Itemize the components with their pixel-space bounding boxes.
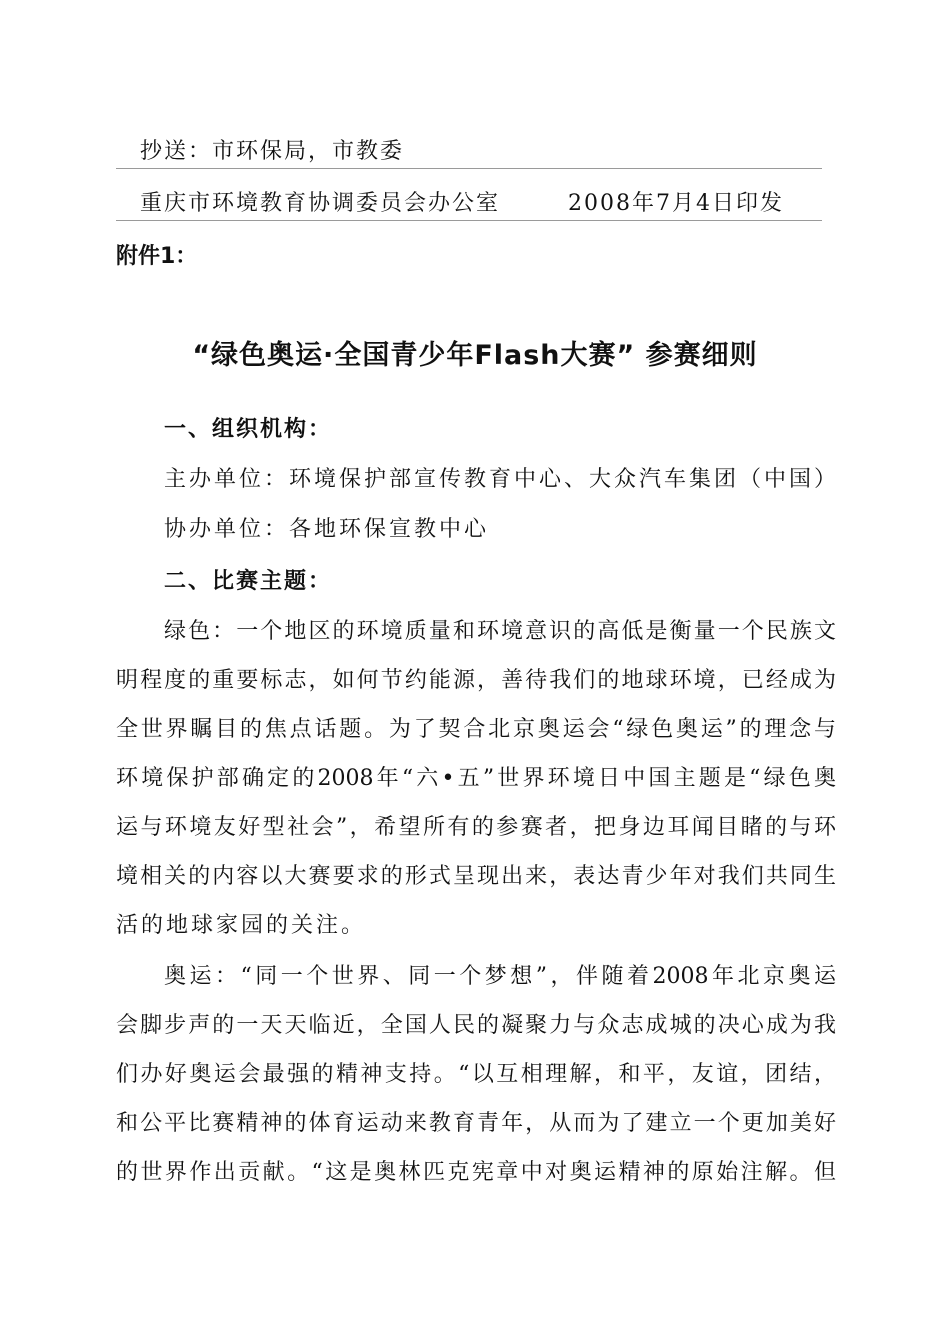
paragraph-line: 活的地球家园的关注。 — [116, 913, 367, 938]
issuer-office: 重庆市环境教育协调委员会办公室 — [140, 191, 501, 216]
co-organizer-line: 协办单位：各地环保宣教中心 — [164, 517, 490, 542]
paragraph-line: 境相关的内容以大赛要求的形式呈现出来，表达青少年对我们共同生 — [116, 864, 836, 889]
paragraph-line: 的世界作出贡献。“这是奥林匹克宪章中对奥运精神的原始注解。但 — [116, 1160, 836, 1185]
organizer-line: 主办单位：环境保护部宣传教育中心、大众汽车集团（中国） — [164, 467, 840, 492]
paragraph-line: 明程度的重要标志，如何节约能源，善待我们的地球环境，已经成为 — [116, 668, 836, 693]
document-title: “绿色奥运·全国青少年Flash大赛” 参赛细则 — [192, 340, 758, 371]
paragraph-line: 奥运：“同一个世界、同一个梦想”，伴随着2008年北京奥运 — [164, 964, 836, 989]
paragraph-line: 运与环境友好型社会”，希望所有的参赛者，把身边耳闻目睹的与环 — [116, 815, 836, 840]
section-heading-theme: 二、比赛主题： — [164, 569, 333, 594]
paragraph-line: 们办好奥运会最强的精神支持。“以互相理解，和平，友谊，团结， — [116, 1062, 836, 1087]
attachment-label: 附件1： — [116, 244, 198, 269]
divider-top — [116, 168, 822, 169]
divider-bottom — [116, 220, 822, 221]
print-date: 2008年7月4日印发 — [568, 191, 784, 216]
paragraph-line: 会脚步声的一天天临近，全国人民的凝聚力与众志成城的决心成为我 — [116, 1013, 836, 1038]
section-heading-organization: 一、组织机构： — [164, 417, 333, 442]
paragraph-line: 环境保护部确定的2008年“六•五”世界环境日中国主题是“绿色奥 — [116, 766, 836, 791]
paragraph-line: 和公平比赛精神的体育运动来教育青年，从而为了建立一个更加美好 — [116, 1111, 836, 1136]
cc-line: 抄送：市环保局，市教委 — [140, 139, 405, 164]
paragraph-line: 绿色：一个地区的环境质量和环境意识的高低是衡量一个民族文 — [164, 619, 836, 644]
paragraph-line: 全世界瞩目的焦点话题。为了契合北京奥运会“绿色奥运”的理念与 — [116, 717, 836, 742]
